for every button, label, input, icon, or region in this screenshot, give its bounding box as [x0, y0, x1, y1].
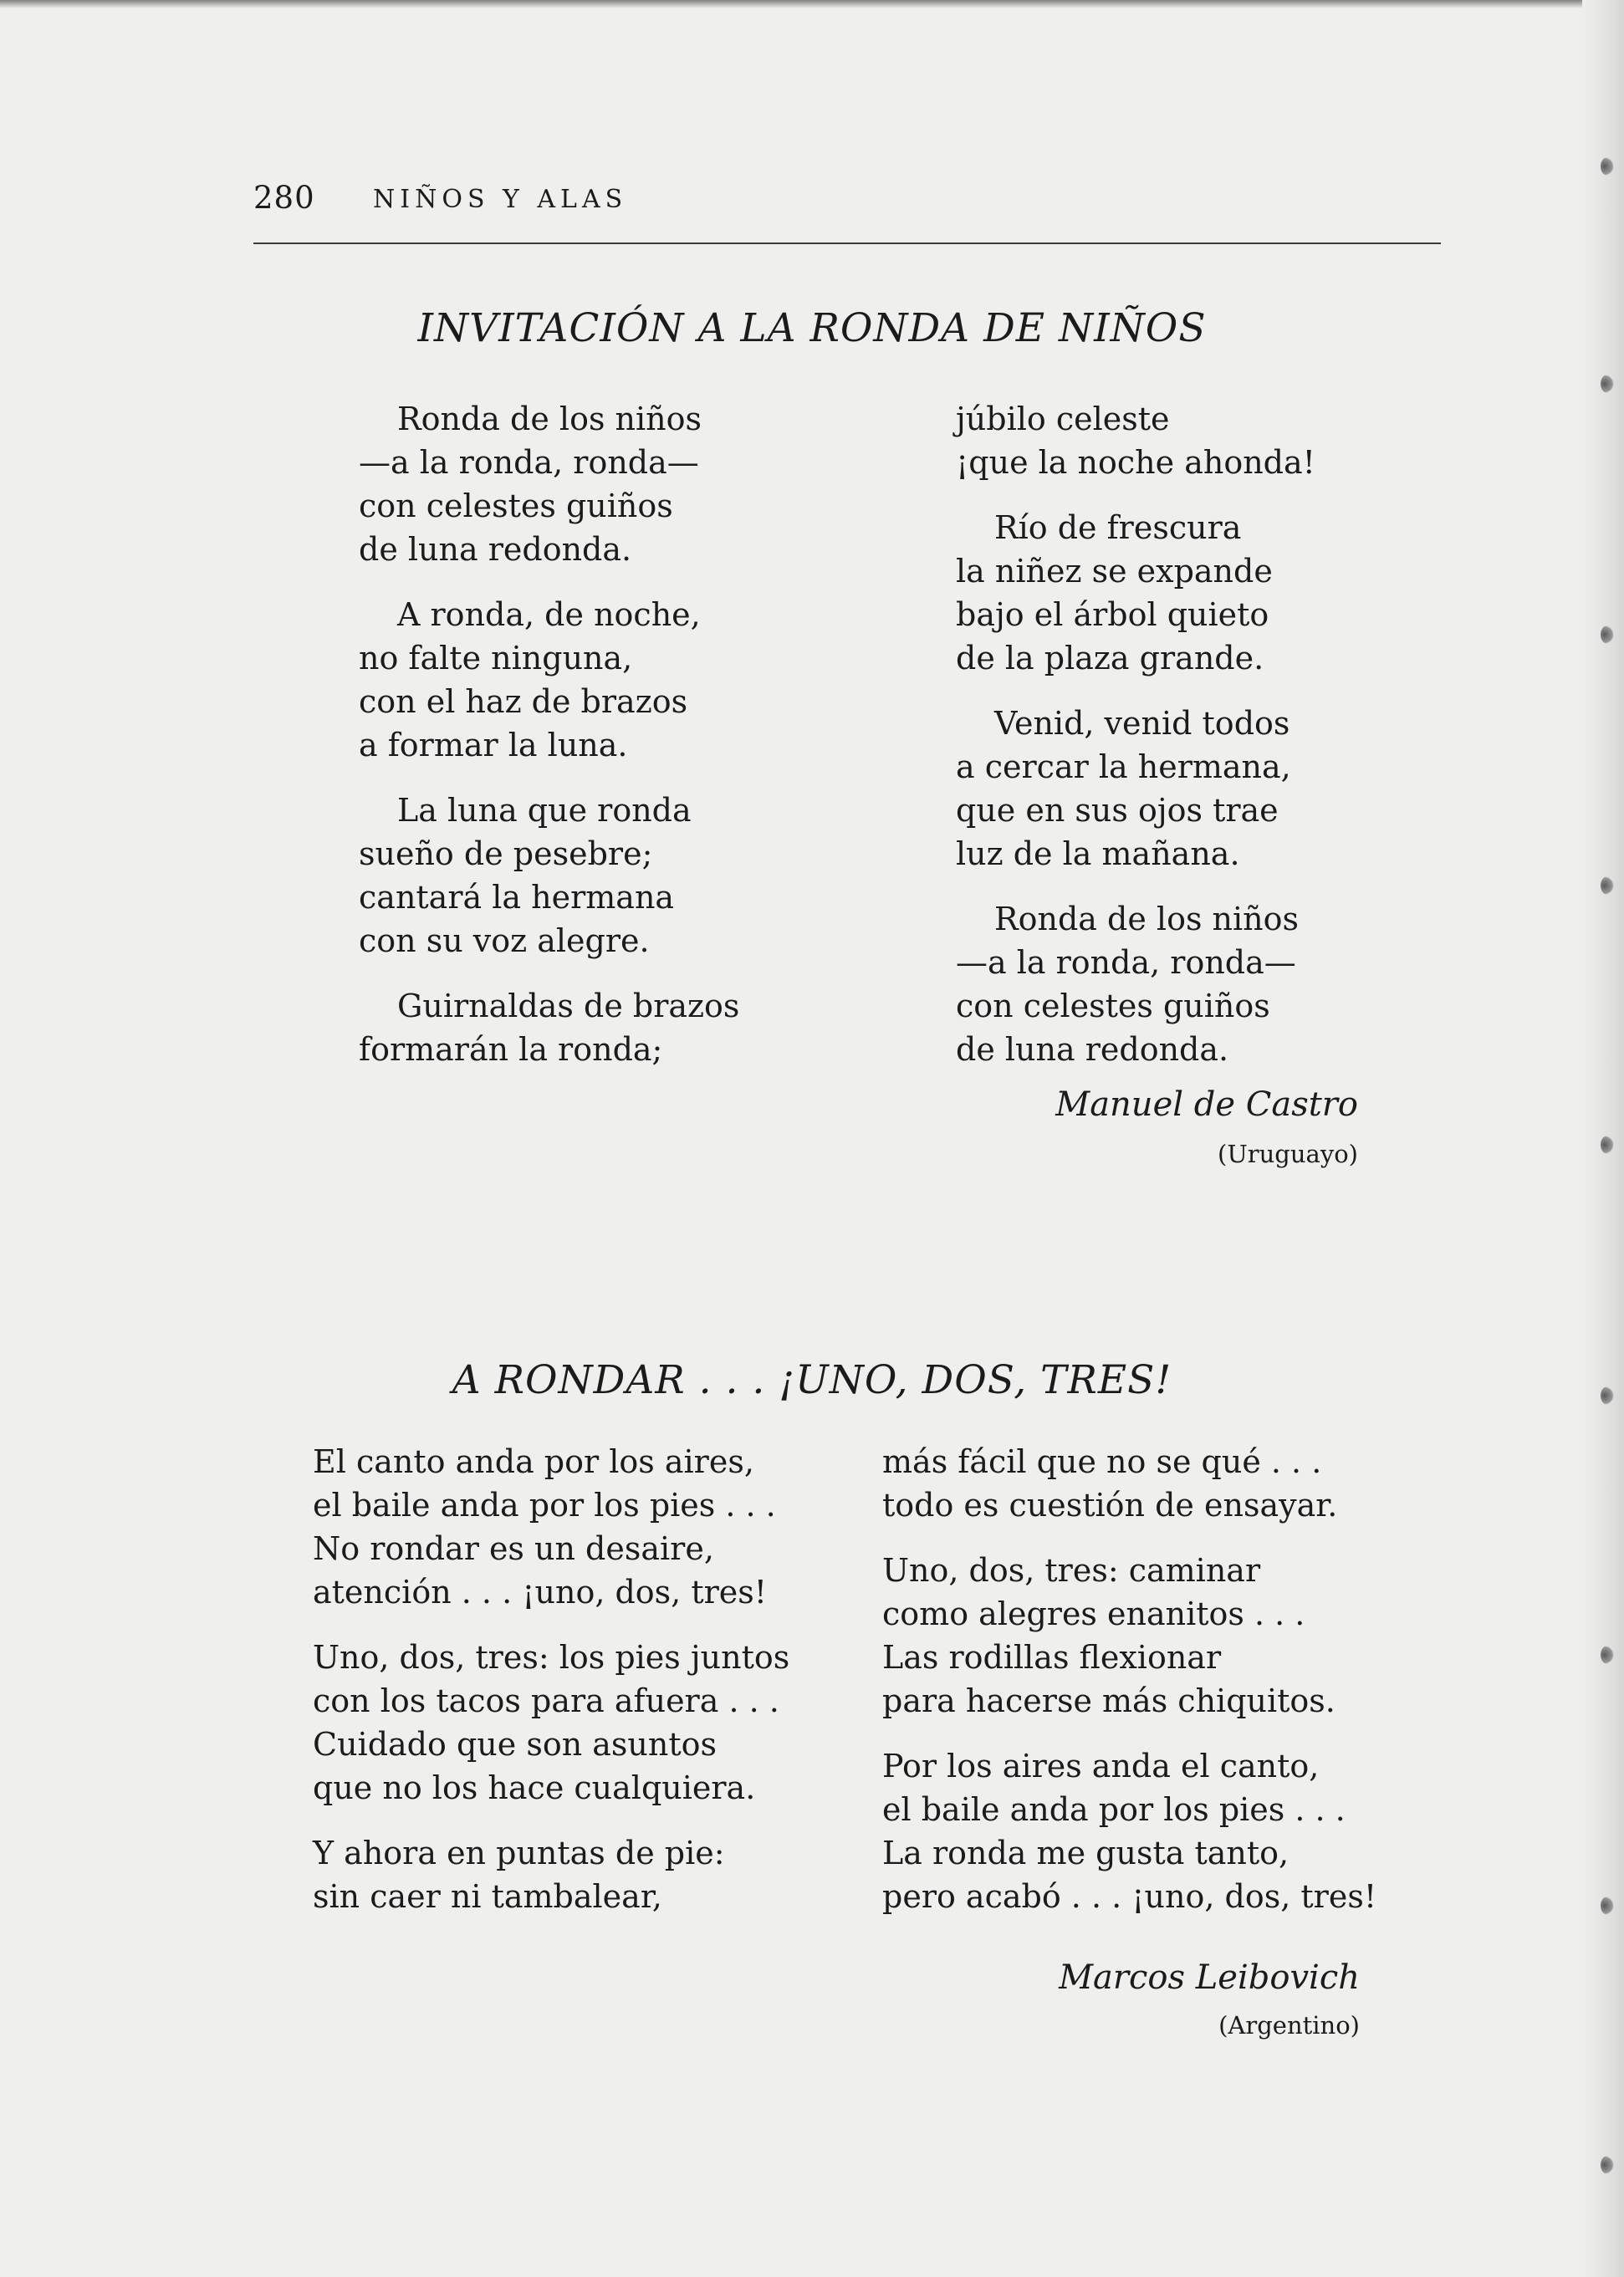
header-rule	[253, 243, 1441, 244]
binding-hole-mark	[1596, 1129, 1617, 1162]
verse-line: de la plaza grande.	[956, 640, 1264, 676]
verse-line: Uno, dos, tres: caminar	[882, 1552, 1261, 1589]
verse-line: luz de la mañana.	[956, 835, 1240, 872]
binding-hole-mark	[1596, 1890, 1617, 1923]
verse-line: —a la ronda, ronda—	[359, 444, 699, 481]
verse-line: que no los hace cualquiera.	[313, 1769, 756, 1806]
stanza	[359, 984, 739, 1071]
poem2-right-column	[882, 1440, 1376, 1940]
verse-line: formarán la ronda;	[359, 1031, 663, 1068]
verse-line: El canto anda por los aires,	[313, 1443, 754, 1480]
verse-line: cantará la hermana	[359, 879, 675, 916]
stanza	[956, 506, 1315, 680]
verse-line: Río de frescura	[994, 509, 1242, 546]
verse-line: —a la ronda, ronda—	[956, 944, 1296, 981]
verse-line: Cuidado que son asuntos	[313, 1726, 718, 1763]
verse-line: que en sus ojos trae	[956, 792, 1279, 829]
verse-line: Guirnaldas de brazos	[397, 988, 740, 1024]
verse-line: Las rodillas flexionar	[882, 1639, 1222, 1676]
verse-line: bajo el árbol quieto	[956, 596, 1269, 633]
stanza	[956, 702, 1315, 876]
verse-line: a formar la luna.	[359, 727, 628, 763]
verse-line: A ronda, de noche,	[397, 596, 701, 633]
binding-hole-mark	[1596, 1639, 1617, 1672]
binding-hole-mark	[1596, 368, 1617, 401]
verse-line: No rondar es un desaire,	[313, 1530, 714, 1567]
poem1-origin: (Uruguayo)	[1218, 1140, 1358, 1168]
stanza	[882, 1549, 1376, 1723]
verse-line: Venid, venid todos	[994, 705, 1290, 742]
poem1-title: INVITACIÓN A LA RONDA DE NIÑOS	[417, 305, 1207, 351]
verse-line: no falte ninguna,	[359, 640, 633, 676]
stanza	[956, 897, 1315, 1071]
page-top-edge-shadow	[0, 0, 1624, 8]
verse-line: con el haz de brazos	[359, 683, 688, 720]
verse-line: ¡que la noche ahonda!	[956, 444, 1315, 481]
binding-hole-mark	[1596, 151, 1617, 184]
poem1-right-column	[956, 397, 1315, 1093]
verse-line: todo es cuestión de ensayar.	[882, 1487, 1338, 1524]
verse-line: con su voz alegre.	[359, 922, 650, 959]
running-head-title: NIÑOS Y ALAS	[373, 185, 628, 214]
verse-line: como alegres enanitos . . .	[882, 1595, 1305, 1632]
stanza	[359, 789, 739, 962]
binding-hole-mark	[1596, 870, 1617, 903]
verse-line: júbilo celeste	[956, 401, 1170, 437]
verse-line: pero acabó . . . ¡uno, dos, tres!	[882, 1878, 1377, 1915]
verse-line: la niñez se expande	[956, 553, 1273, 590]
verse-line: de luna redonda.	[359, 531, 632, 568]
verse-line: para hacerse más chiquitos.	[882, 1682, 1335, 1719]
verse-line: de luna redonda.	[956, 1031, 1229, 1068]
verse-line: con los tacos para afuera . . .	[313, 1682, 779, 1719]
poem2-origin: (Argentino)	[1218, 2011, 1360, 2040]
poem1-author: Manuel de Castro	[1055, 1085, 1358, 1124]
stanza	[313, 1636, 789, 1810]
verse-line: Ronda de los niños	[994, 901, 1300, 937]
page-number: 280	[253, 180, 315, 216]
verse-line: atención . . . ¡uno, dos, tres!	[313, 1574, 768, 1611]
poem2-author: Marcos Leibovich	[1059, 1958, 1360, 1997]
verse-line: sin caer ni tambalear,	[313, 1878, 662, 1915]
verse-line: Y ahora en puntas de pie:	[313, 1835, 725, 1871]
verse-line: La luna que ronda	[397, 792, 692, 829]
verse-line: Uno, dos, tres: los pies juntos	[313, 1639, 790, 1676]
poem2-left-column	[313, 1440, 789, 1940]
stanza	[313, 1440, 789, 1614]
verse-line: Por los aires anda el canto,	[882, 1748, 1320, 1784]
stanza	[359, 397, 739, 571]
poem1-left-column	[359, 397, 739, 1093]
verse-line: más fácil que no se qué . . .	[882, 1443, 1322, 1480]
verse-line: La ronda me gusta tanto,	[882, 1835, 1289, 1871]
stanza	[359, 593, 739, 767]
verse-line: sueño de pesebre;	[359, 835, 653, 872]
running-header	[253, 180, 1441, 238]
binding-hole-mark	[1596, 619, 1617, 652]
stanza	[313, 1831, 789, 1918]
stanza	[956, 397, 1315, 484]
verse-line: a cercar la hermana,	[956, 748, 1291, 785]
stanza	[882, 1440, 1376, 1527]
poem2-title: A RONDAR . . . ¡UNO, DOS, TRES!	[452, 1357, 1172, 1403]
binding-hole-mark	[1596, 2149, 1617, 2183]
verse-line: el baile anda por los pies . . .	[882, 1791, 1346, 1828]
verse-line: con celestes guiños	[956, 988, 1270, 1024]
verse-line: con celestes guiños	[359, 488, 673, 524]
verse-line: el baile anda por los pies . . .	[313, 1487, 776, 1524]
verse-line: Ronda de los niños	[397, 401, 702, 437]
stanza	[882, 1744, 1376, 1918]
